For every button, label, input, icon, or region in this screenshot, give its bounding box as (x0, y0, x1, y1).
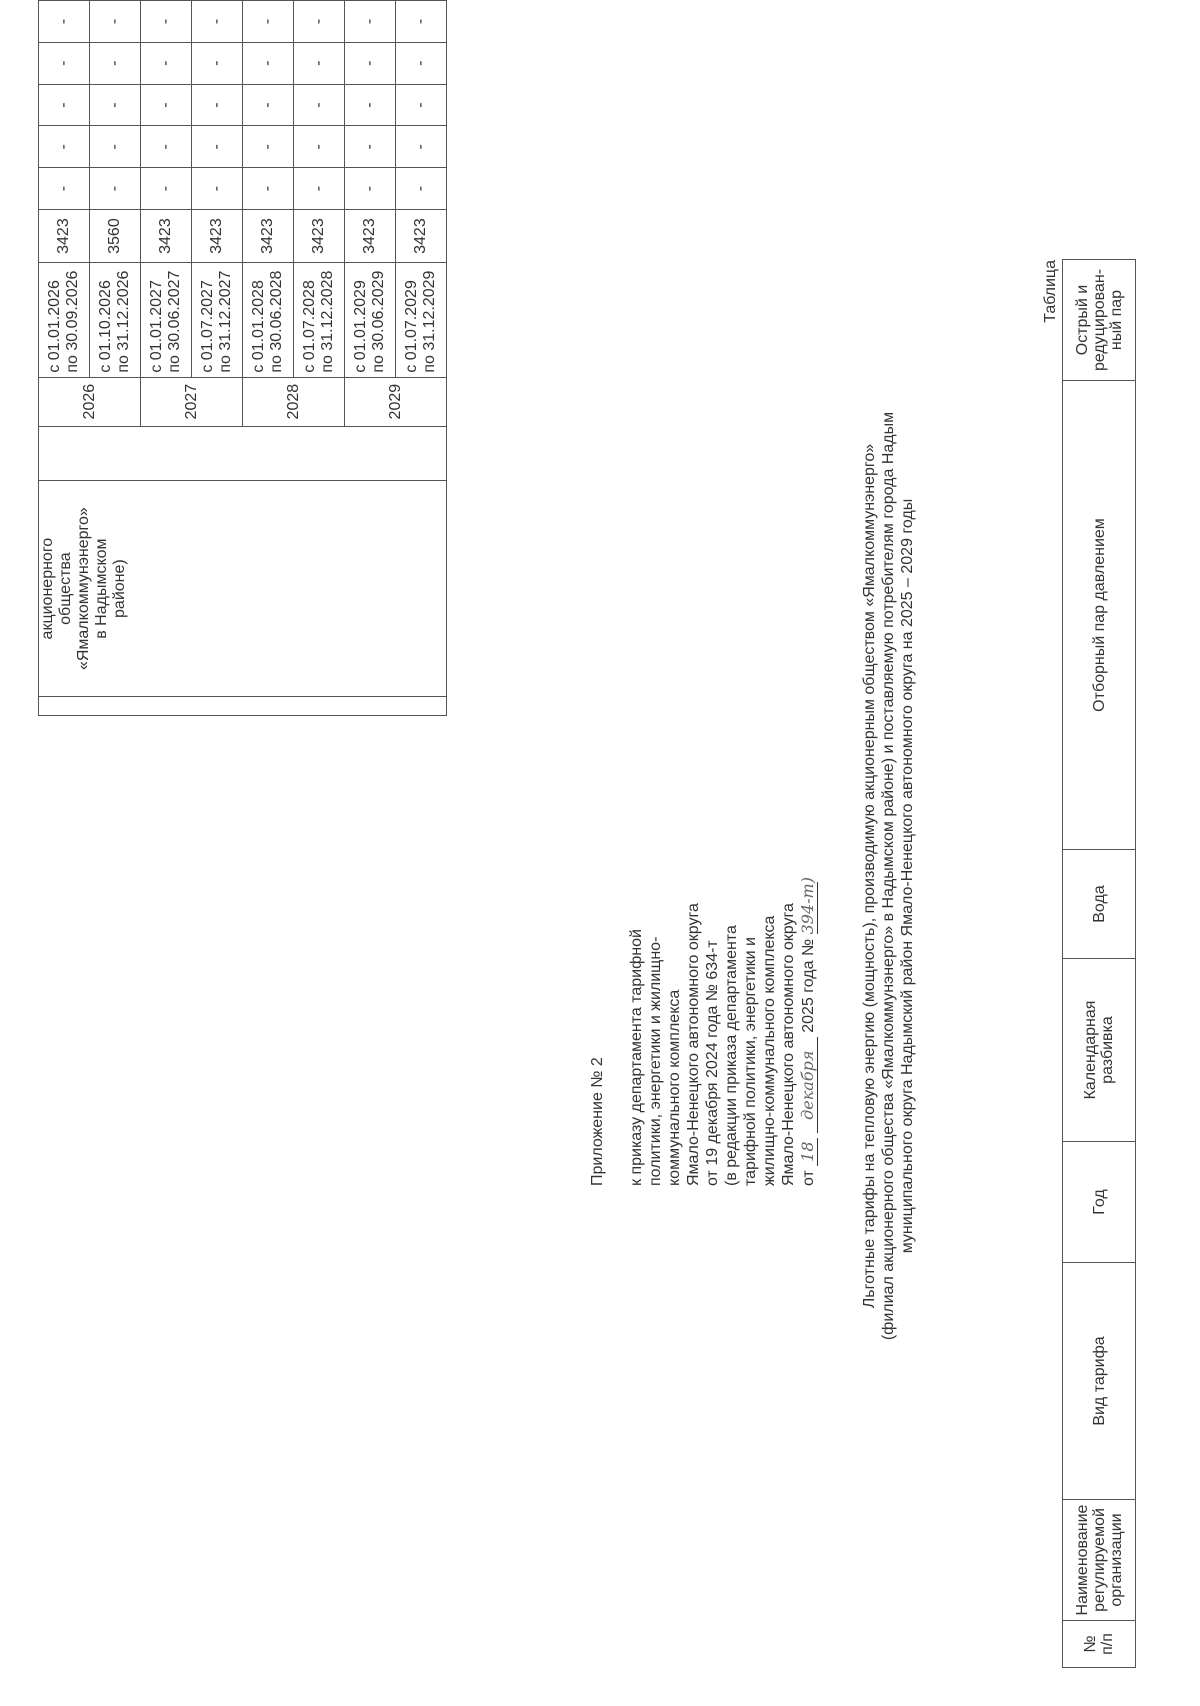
steam-tariff-cell: - (345, 42, 396, 84)
steam-tariff-cell: - (141, 84, 192, 126)
period-line: по 31.12.2027 (217, 270, 234, 373)
period-cell (141, 263, 192, 378)
document-heading (860, 226, 917, 1526)
period-cell (90, 263, 141, 378)
period-line: с 01.10.2026 (97, 280, 114, 373)
table-label: Таблица (1042, 260, 1059, 323)
period-line: по 30.06.2029 (370, 270, 387, 373)
period-cell (345, 263, 396, 378)
year-cell: 2029 (345, 377, 447, 426)
period-line: с 01.07.2028 (301, 280, 318, 373)
tariff-table-body (39, 1, 447, 716)
appendix-date-line (798, 666, 818, 1186)
header-voda: Вода (1063, 850, 1136, 959)
period-line: с 01.01.2026 (46, 280, 63, 373)
appendix-line: тарифной политики, энергетики и (742, 937, 759, 1186)
steam-tariff-cell: - (141, 168, 192, 210)
steam-tariff-cell: - (39, 42, 90, 84)
steam-tariff-cell: - (294, 84, 345, 126)
steam-tariff-cell: - (294, 126, 345, 168)
period-line: по 31.12.2028 (319, 270, 336, 373)
steam-tariff-cell: - (90, 126, 141, 168)
steam-tariff-cell: - (294, 168, 345, 210)
steam-tariff-cell: - (396, 1, 447, 43)
steam-tariff-cell: - (192, 168, 243, 210)
header-num: № п/п (1063, 1621, 1136, 1668)
steam-tariff-cell: - (39, 168, 90, 210)
year-cell: 2027 (141, 377, 243, 426)
row-number-cell (39, 697, 447, 716)
organization-line: районе) (111, 559, 128, 618)
period-line: с 01.01.2029 (352, 280, 369, 373)
appendix-line: (в редакции приказа департамента (723, 925, 740, 1186)
steam-tariff-cell: - (90, 42, 141, 84)
date-year: 2025 года № (800, 938, 817, 1033)
heading-line: (филиал акционерного общества «Ямалкоммунэнерго» в Надымском районе) и поставляемую потребителям города Надым (880, 411, 897, 1341)
period-line: с 01.07.2027 (199, 280, 216, 373)
period-cell (192, 263, 243, 378)
period-line: с 01.01.2027 (148, 280, 165, 373)
steam-tariff-cell: - (396, 168, 447, 210)
period-line: с 01.01.2028 (250, 280, 267, 373)
water-tariff-cell: 3423 (345, 210, 396, 263)
handwritten-month: декабря (798, 1037, 818, 1133)
period-line: по 30.06.2027 (166, 270, 183, 373)
steam-tariff-cell: - (345, 126, 396, 168)
heading-line: Льготные тарифы на тепловую энергию (мощность), производимую акционерным обществом «Ямалкоммунэнерго» (861, 443, 878, 1309)
steam-tariff-cell: - (192, 1, 243, 43)
appendix-line: Ямало-Ненецкого автономного округа (685, 903, 702, 1186)
water-tariff-cell: 3423 (141, 210, 192, 263)
steam-tariff-cell: - (396, 42, 447, 84)
appendix-title: Приложение № 2 (589, 1057, 606, 1186)
steam-tariff-cell: - (90, 1, 141, 43)
water-tariff-cell: 3423 (192, 210, 243, 263)
steam-tariff-cell: - (141, 42, 192, 84)
steam-tariff-cell: - (396, 126, 447, 168)
header-god: Год (1063, 1142, 1136, 1263)
water-tariff-cell: 3423 (396, 210, 447, 263)
year-cell: 2026 (39, 377, 141, 426)
organization-line: в Надымском (93, 538, 110, 639)
steam-tariff-cell: - (39, 1, 90, 43)
steam-tariff-cell: - (345, 1, 396, 43)
handwritten-day: 18 (798, 1138, 818, 1166)
header-vid: Вид тарифа (1063, 1263, 1136, 1500)
header-razbivka: Календарная разбивка (1063, 959, 1136, 1142)
period-cell (396, 263, 447, 378)
steam-tariff-cell: - (192, 84, 243, 126)
organization-line: акционерного (39, 537, 56, 640)
steam-tariff-cell: - (243, 126, 294, 168)
steam-tariff-cell: - (243, 42, 294, 84)
period-line: по 31.12.2026 (115, 270, 132, 373)
appendix-line: к приказу департамента тарифной (628, 929, 645, 1186)
water-tariff-cell: 3423 (39, 210, 90, 263)
organization-line: «Ямалкоммунэнерго» (75, 507, 92, 671)
water-tariff-cell: 3423 (294, 210, 345, 263)
tariff-type-cell (39, 426, 447, 480)
period-line: по 31.12.2029 (421, 270, 438, 373)
tariff-table-continued (38, 0, 447, 716)
water-tariff-cell: 3560 (90, 210, 141, 263)
steam-tariff-cell: - (294, 42, 345, 84)
steam-tariff-cell: - (39, 84, 90, 126)
organization-cell (39, 480, 447, 696)
header-ostry: Острый и редуцирован- ный пар (1063, 260, 1136, 381)
water-tariff-cell: 3423 (243, 210, 294, 263)
appendix-line: политики, энергетики и жилищно- (647, 936, 664, 1186)
period-cell (294, 263, 345, 378)
steam-tariff-cell: - (243, 1, 294, 43)
tariff-table-header (1062, 259, 1136, 1668)
appendix-block (588, 666, 818, 1186)
steam-tariff-cell: - (90, 168, 141, 210)
period-line: с 01.07.2029 (403, 280, 420, 373)
steam-tariff-cell: - (243, 84, 294, 126)
steam-tariff-cell: - (294, 1, 345, 43)
steam-tariff-cell: - (192, 42, 243, 84)
organization-line: общества (57, 552, 74, 625)
steam-tariff-cell: - (90, 84, 141, 126)
steam-tariff-cell: - (345, 168, 396, 210)
steam-tariff-cell: - (192, 126, 243, 168)
steam-tariff-cell: - (39, 126, 90, 168)
header-org: Наименование регулируемой организации (1063, 1500, 1136, 1621)
steam-tariff-cell: - (396, 84, 447, 126)
heading-line: муниципального округа Надымский район Ямало-Ненецкого автономного округа на 2025 – 2029 годы (899, 498, 916, 1254)
header-otborny: Отборный пар давлением (1063, 381, 1136, 850)
steam-tariff-cell: - (345, 84, 396, 126)
handwritten-number: 394-т) (798, 877, 817, 935)
steam-tariff-cell: - (141, 126, 192, 168)
table-row (39, 1, 90, 716)
appendix-line: жилищно-коммунального комплекса (761, 915, 778, 1186)
steam-tariff-cell: - (141, 1, 192, 43)
date-prefix: от (800, 1170, 817, 1186)
steam-tariff-cell: - (243, 168, 294, 210)
period-line: по 30.06.2028 (268, 270, 285, 373)
period-cell (243, 263, 294, 378)
period-cell (39, 263, 90, 378)
year-cell: 2028 (243, 377, 345, 426)
appendix-line: Ямало-Ненецкого автономного округа (780, 903, 797, 1186)
appendix-line: от 19 декабря 2024 года № 634-т (704, 940, 721, 1186)
appendix-line: коммунального комплекса (666, 989, 683, 1186)
period-line: по 30.09.2026 (64, 270, 81, 373)
